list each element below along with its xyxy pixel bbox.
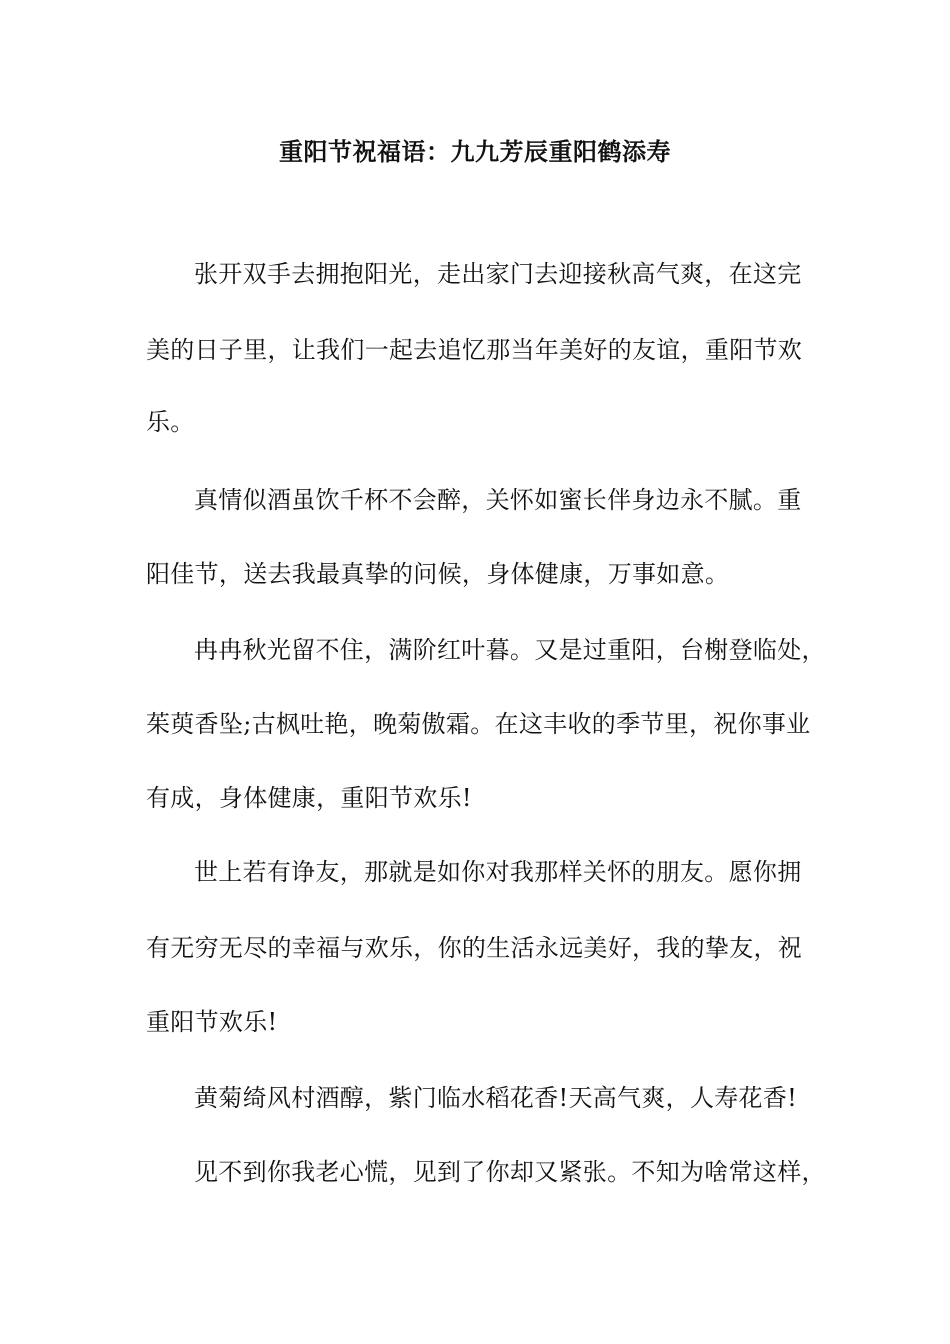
paragraph-line: 茱萸香坠;古枫吐艳，晚菊傲霜。在这丰收的季节里，祝你事业 — [146, 710, 811, 738]
paragraph-line: 有无穷无尽的幸福与欢乐，你的生活永远美好，我的挚友，祝 — [146, 934, 803, 962]
paragraph-line: 乐。 — [146, 408, 195, 436]
paragraph-line: 冉冉秋光留不住，满阶红叶暮。又是过重阳，台榭登临处， — [194, 636, 826, 664]
paragraph-line: 美的日子里，让我们一起去追忆那当年美好的友谊，重阳节欢 — [146, 336, 803, 364]
paragraph-line: 张开双手去拥抱阳光，走出家门去迎接秋高气爽，在这完 — [194, 260, 802, 288]
paragraph-line: 重阳节欢乐! — [146, 1008, 278, 1036]
document-title: 重阳节祝福语：九九芳辰重阳鹤添寿 — [279, 137, 671, 166]
paragraph-line: 真情似酒虽饮千杯不会醉，关怀如蜜长伴身边永不腻。重 — [194, 486, 802, 514]
paragraph-line: 有成，身体健康，重阳节欢乐! — [146, 784, 472, 812]
paragraph-line: 世上若有诤友，那就是如你对我那样关怀的朋友。愿你拥 — [194, 858, 802, 886]
paragraph-line: 见不到你我老心慌，见到了你却又紧张。不知为啥常这样， — [194, 1158, 826, 1186]
paragraph-line: 黄菊绮风村酒醇，紫门临水稻花香!天高气爽，人寿花香! — [194, 1084, 798, 1112]
paragraph-line: 阳佳节，送去我最真挚的问候，身体健康，万事如意。 — [146, 560, 730, 588]
